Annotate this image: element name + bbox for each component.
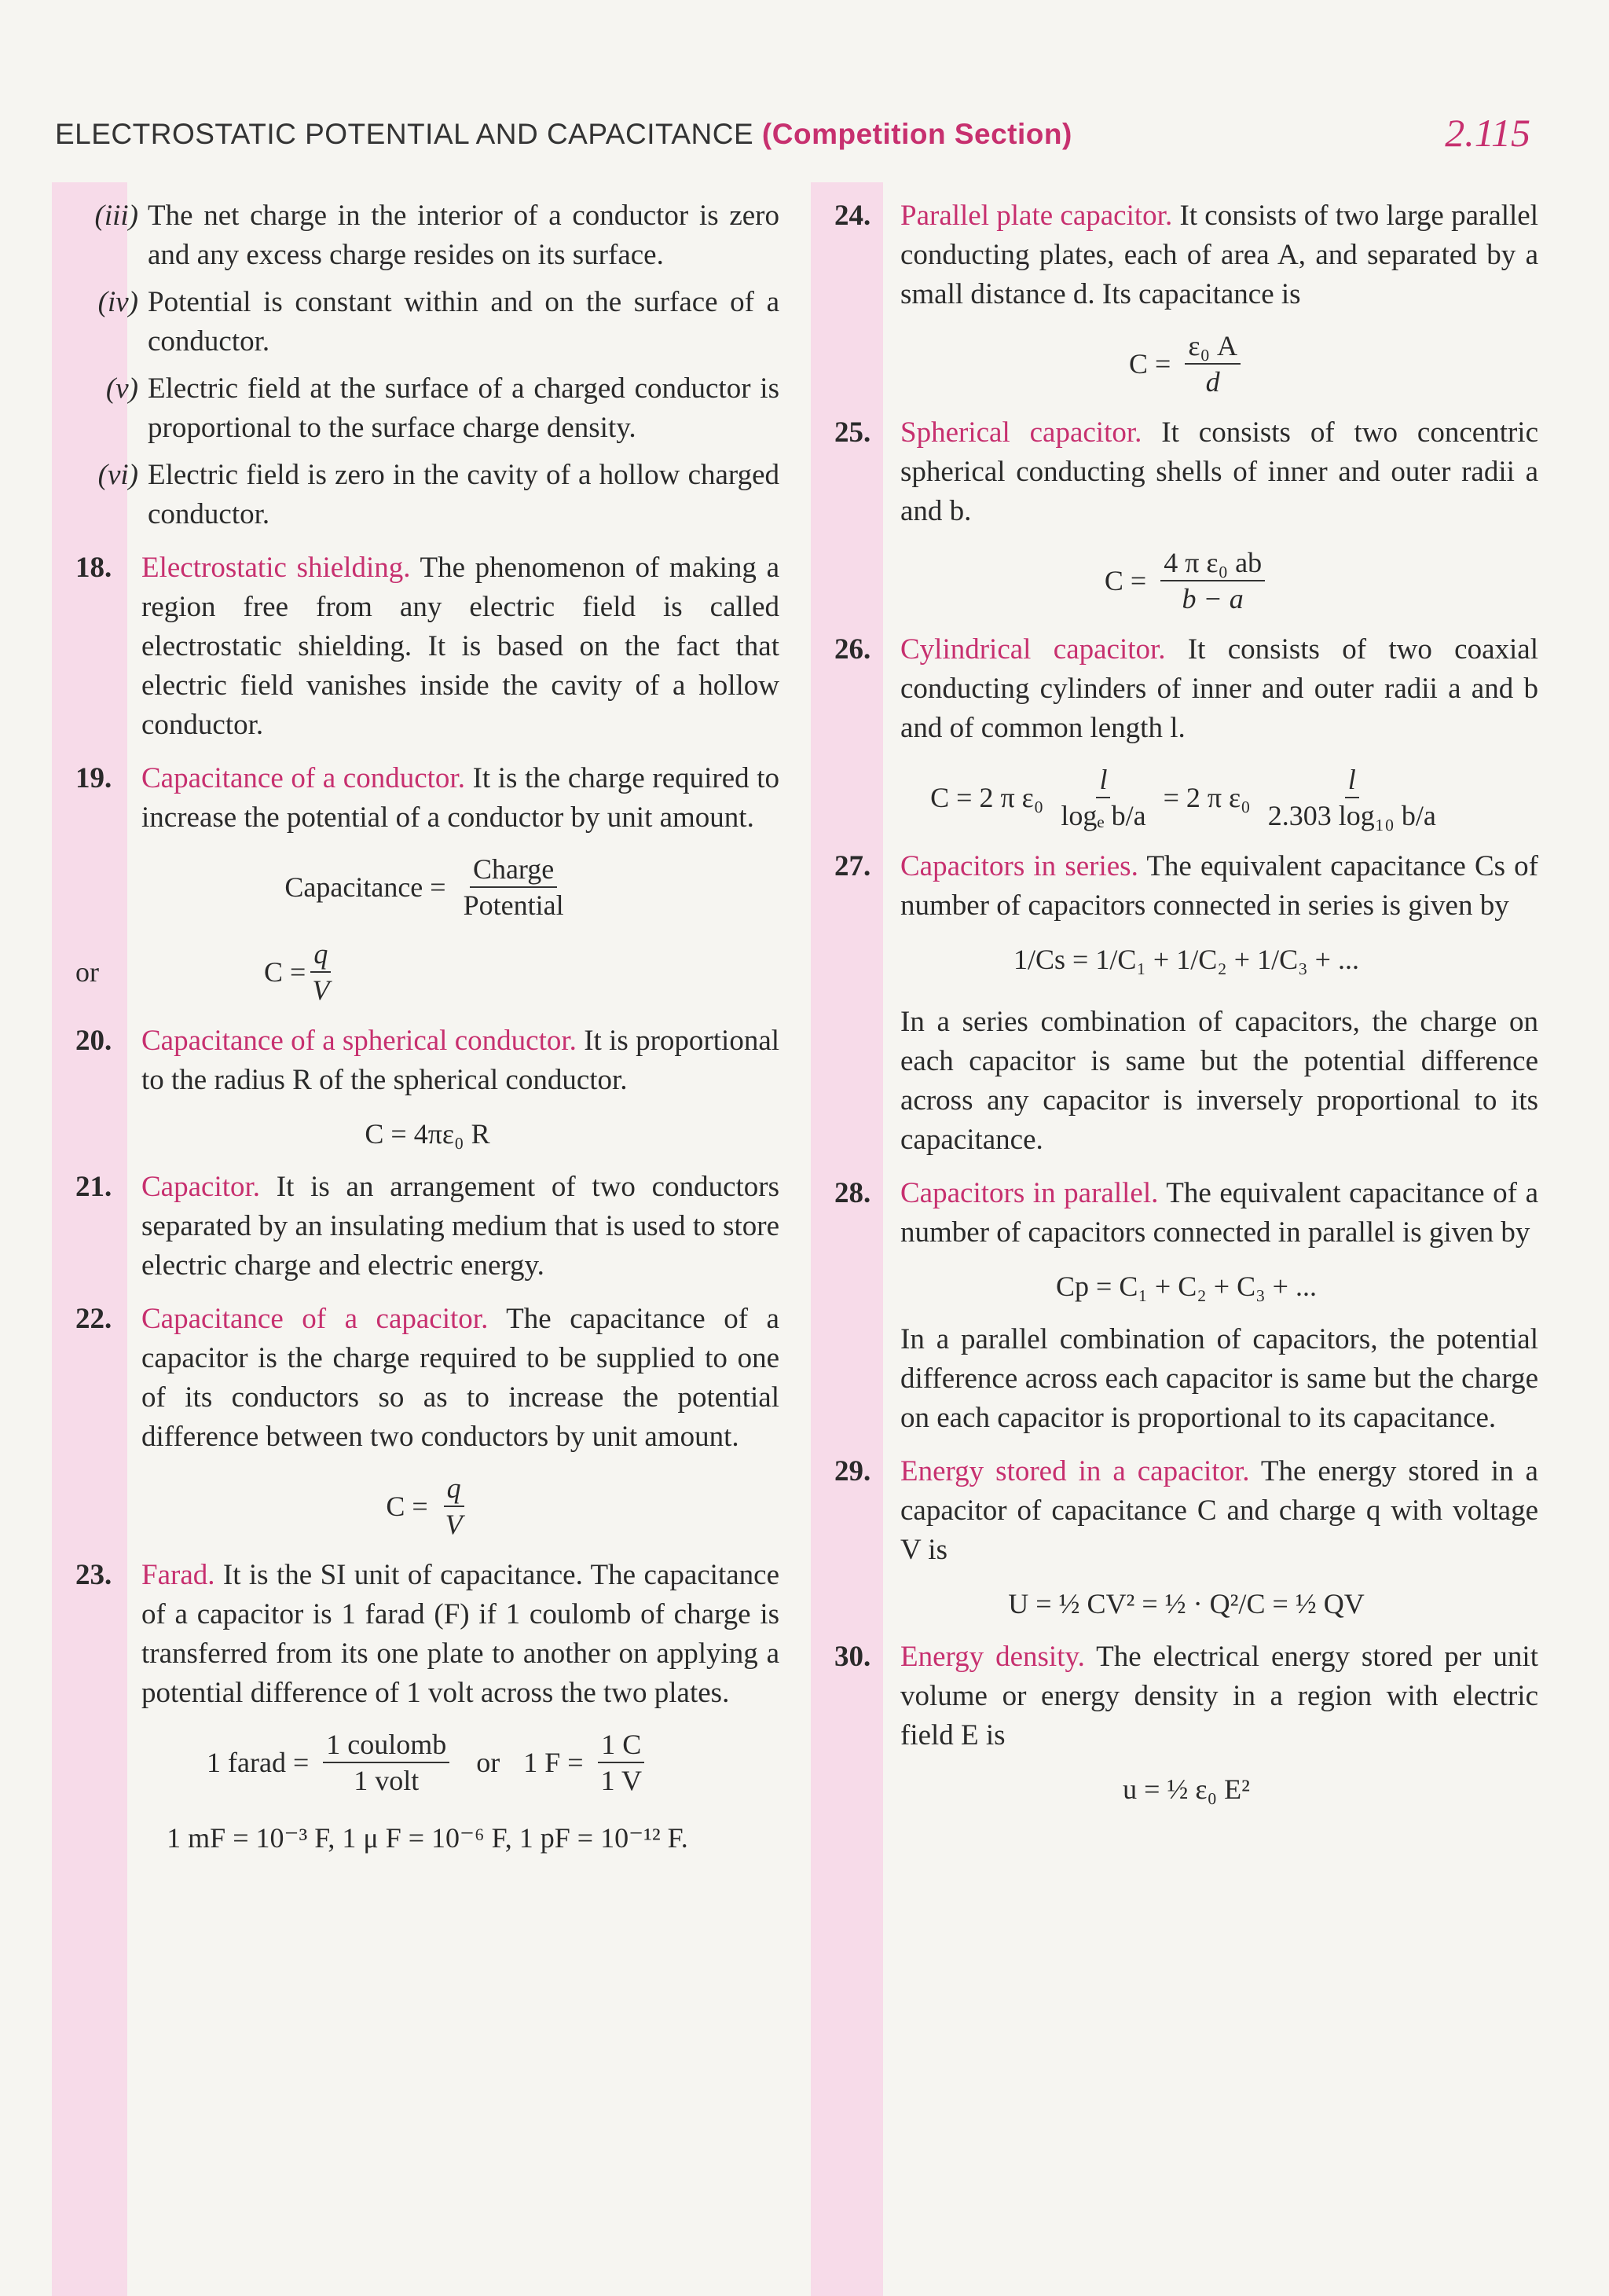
- numbered-item: [834, 1452, 1538, 1570]
- denominator: b − a: [1182, 583, 1244, 614]
- numbered-item: [75, 1021, 779, 1100]
- item-text: It consists of two concentric spherical conducting shells of inner and outer radii a and b.: [900, 416, 1538, 527]
- item-text: It is proportional to the radius R of the spherical conductor.: [141, 1025, 780, 1096]
- eq-lhs: C =: [264, 956, 306, 988]
- running-header: [55, 118, 1072, 151]
- numerator: 1 C: [598, 1727, 644, 1763]
- unit-conversions: 1 mF = 10⁻³ F, 1 μ F = 10⁻⁶ F, 1 pF = 10⁻¹² F.: [167, 1822, 688, 1854]
- item-number: 21.: [75, 1171, 112, 1203]
- numbered-item: [75, 1168, 779, 1286]
- numbered-item: [834, 1174, 1538, 1253]
- equation-parallel: Cp = C₁ + C₂ + C₃ + ...: [1056, 1271, 1317, 1302]
- item-term: Parallel plate capacitor.: [900, 200, 1173, 232]
- item-text: The phenomenon of making a region free from any electric field is called electrostatic shielding. It is based on the fact that electric field vanishes inside the cavity of a hollow conductor.: [141, 552, 779, 741]
- subpoint-label: (vi): [97, 459, 138, 491]
- eq-lhs: C = 2 π ε₀: [930, 782, 1044, 813]
- fraction: [1265, 762, 1439, 833]
- eq-mid: = 2 π ε₀: [1163, 782, 1251, 813]
- denominator: V: [312, 974, 330, 1006]
- or-label: or: [75, 956, 99, 988]
- equation-energy: U = ½ CV² = ½ · Q²/C = ½ QV: [1008, 1588, 1365, 1619]
- subpoint: [75, 369, 779, 448]
- item-text: The electrical energy stored per unit volume or energy density in a region with electric field E is: [900, 1641, 1538, 1751]
- item-text: It is the charge required to increase the potential of a conductor by unit amount.: [141, 762, 780, 834]
- equation-series: 1/Cs = 1/C₁ + 1/C₂ + 1/C₃ + ...: [1013, 944, 1359, 975]
- item-text: The capacitance of a capacitor is the charge required to be supplied to one of its conductors so as to increase the potential difference between two conductors by unit amount.: [141, 1303, 779, 1453]
- subpoint-text: Electric field is zero in the cavity of a hollow charged conductor.: [148, 459, 779, 530]
- paragraph-series: In a series combination of capacitors, the charge on each capacitor is same but the potential difference across any capacitor is inversely proportional to its capacitance.: [900, 1006, 1538, 1156]
- fraction: [1057, 762, 1149, 833]
- numbered-item: [75, 759, 779, 838]
- item-term: Farad.: [141, 1559, 215, 1591]
- equation-farad: [75, 1727, 779, 1798]
- item-term: Cylindrical capacitor.: [900, 633, 1166, 666]
- subpoint-text: Potential is constant within and on the surface of a conductor.: [148, 286, 779, 358]
- numbered-item: [75, 1300, 779, 1457]
- item-term: Capacitance of a capacitor.: [141, 1303, 489, 1335]
- item-number: 19.: [75, 762, 112, 794]
- equation-c-q-v: [75, 937, 779, 1007]
- eq-lhs: C =: [1129, 348, 1171, 380]
- numerator: ε₀ A: [1185, 328, 1241, 365]
- denominator: V: [445, 1509, 463, 1540]
- item-number: 24.: [834, 200, 871, 232]
- or-label: or: [476, 1747, 500, 1778]
- item-number: 29.: [834, 1455, 871, 1487]
- numbered-item: [75, 1556, 779, 1713]
- item-term: Spherical capacitor.: [900, 416, 1142, 449]
- fraction: [1185, 328, 1241, 399]
- item-term: Capacitors in parallel.: [900, 1177, 1159, 1209]
- numerator: l: [1345, 762, 1359, 798]
- numbered-item: [834, 1638, 1538, 1755]
- subpoint-text: The net charge in the interior of a conductor is zero and any excess charge resides on its surface.: [148, 200, 779, 271]
- eq-lhs: C =: [1104, 565, 1147, 596]
- equation-capacitance-definition: [75, 852, 779, 922]
- fraction: [442, 1471, 466, 1542]
- chapter-title: ELECTROSTATIC POTENTIAL AND CAPACITANCE: [55, 118, 754, 150]
- subpoint: [75, 456, 779, 534]
- numerator: Charge: [470, 852, 557, 888]
- numbered-item: [834, 630, 1538, 748]
- item-number: 22.: [75, 1303, 112, 1335]
- denominator: 1 V: [600, 1765, 642, 1796]
- eq-lhs: 1 farad =: [207, 1747, 310, 1778]
- numerator: 1 coulomb: [323, 1727, 449, 1763]
- denominator: 1 volt: [354, 1765, 420, 1796]
- item-text: It consists of two large parallel conducting plates, each of area A, and separated by a small distance d. Its capacitance is: [900, 200, 1539, 310]
- subpoint: [75, 283, 779, 361]
- subpoint-label: (iii): [94, 200, 138, 232]
- eq-lhs: 1 F =: [523, 1747, 584, 1778]
- numbered-item: [834, 847, 1538, 926]
- item-term: Electrostatic shielding.: [141, 552, 411, 584]
- equation-spherical-conductor: C = 4πε₀ R: [365, 1118, 490, 1150]
- equation-energy-density: u = ½ ε₀ E²: [1123, 1773, 1250, 1805]
- fraction: [460, 852, 567, 922]
- item-term: Capacitors in series.: [900, 850, 1138, 882]
- item-text: It is an arrangement of two conductors separated by an insulating medium that is used to store electric charge and electric energy.: [141, 1171, 780, 1282]
- item-term: Energy stored in a capacitor.: [900, 1455, 1250, 1487]
- fraction: [309, 937, 332, 1007]
- denominator: logₑ b/a: [1061, 800, 1146, 831]
- denominator: 2.303 log₁₀ b/a: [1267, 800, 1436, 831]
- item-number: 26.: [834, 633, 871, 666]
- item-number: 20.: [75, 1025, 112, 1057]
- equation-capacitor: [75, 1471, 779, 1542]
- item-term: Capacitance of a spherical conductor.: [141, 1025, 577, 1057]
- eq-lhs: Capacitance =: [284, 871, 446, 903]
- equation-cylindrical-capacitor: [834, 762, 1538, 833]
- item-number: 23.: [75, 1559, 112, 1591]
- numerator: q: [444, 1471, 464, 1507]
- item-term: Capacitance of a conductor.: [141, 762, 465, 794]
- paragraph-parallel: In a parallel combination of capacitors, the potential difference across each capacitor is same but the charge on each capacitor is proportional to its capacitance.: [900, 1323, 1538, 1434]
- item-number: 18.: [75, 552, 112, 584]
- numbered-item: [834, 413, 1538, 531]
- numbered-item: [834, 196, 1538, 314]
- item-text: The equivalent capacitance Cs of number of capacitors connected in series is given by: [900, 850, 1539, 922]
- denominator: d: [1205, 366, 1220, 398]
- item-text: The energy stored in a capacitor of capacitance C and charge q with voltage V is: [900, 1455, 1538, 1566]
- item-text: It is the SI unit of capacitance. The capacitance of a capacitor is 1 farad (F) if 1 coulomb of charge is transferred from its one plate to another on applying a potential difference of 1 volt across the two plates.: [141, 1559, 779, 1709]
- fraction: [598, 1727, 645, 1798]
- eq-lhs: C =: [386, 1491, 428, 1522]
- item-term: Energy density.: [900, 1641, 1085, 1673]
- subpoint-label: (iv): [97, 286, 138, 318]
- numbered-item: [75, 548, 779, 745]
- equation-parallel-plate: [834, 328, 1538, 399]
- numerator: q: [310, 937, 331, 973]
- item-text: The equivalent capacitance of a number of capacitors connected in parallel is given by: [900, 1177, 1539, 1249]
- section-label: (Competition Section): [761, 118, 1072, 150]
- right-column: [834, 196, 1538, 1823]
- fraction: [323, 1727, 449, 1798]
- subpoint-label: (v): [105, 372, 138, 405]
- page-number: 2.115: [1445, 111, 1530, 155]
- left-column: [75, 196, 779, 1858]
- numerator: l: [1096, 762, 1110, 798]
- item-number: 25.: [834, 416, 871, 449]
- fraction: [1160, 545, 1265, 616]
- item-number: 27.: [834, 850, 871, 882]
- equation-spherical-capacitor: [834, 545, 1538, 616]
- subpoint-text: Electric field at the surface of a charged conductor is proportional to the surface charge density.: [148, 372, 779, 444]
- denominator: Potential: [463, 889, 564, 921]
- item-number: 28.: [834, 1177, 871, 1209]
- item-text: It consists of two coaxial conducting cylinders of inner and outer radii a and b and of common length l.: [900, 633, 1538, 744]
- subpoint: [75, 196, 779, 275]
- item-number: 30.: [834, 1641, 871, 1673]
- item-term: Capacitor.: [141, 1171, 261, 1203]
- numerator: 4 π ε₀ ab: [1160, 545, 1265, 581]
